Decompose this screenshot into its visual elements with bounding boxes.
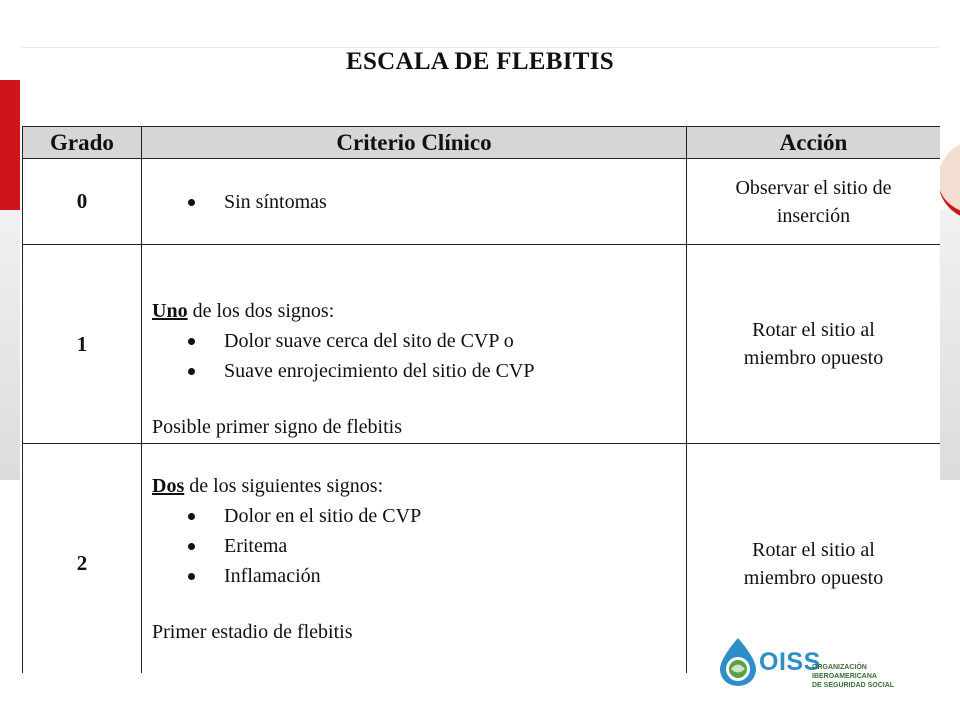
header-action: Acción — [687, 127, 941, 159]
criterion-bullet: Suave enrojecimiento del sitio de CVP — [152, 356, 686, 386]
criterion-note: Primer estadio de flebitis — [152, 621, 353, 643]
criterion-intro-text: de los siguientes signos: — [184, 475, 384, 497]
criterion-bullet: Sin síntomas — [152, 187, 686, 217]
oiss-logo-subtitle-line2: DE SEGURIDAD SOCIAL — [812, 682, 895, 689]
criterion-bullets — [152, 326, 686, 386]
criterion-bullet: Dolor en el sitio de CVP — [152, 501, 686, 531]
criterion-bullet: Inflamación — [152, 561, 686, 591]
criterion-bullets — [152, 501, 686, 591]
action-text: Rotar el sitio al miembro opuesto — [743, 319, 884, 369]
criterion-bullet: Dolor suave cerca del sito de CVP o — [152, 326, 686, 356]
oiss-logo-subtitle-line1: ORGANIZACIÓN IBEROAMERICANA — [812, 664, 877, 680]
action-text: Observar el sitio de inserción — [735, 176, 892, 227]
action-cell — [687, 245, 941, 444]
grade-value: 0 — [23, 159, 142, 245]
criterion-intro — [152, 296, 686, 326]
header-grade: Grado — [23, 127, 142, 159]
action-text: Rotar el sitio al miembro opuesto — [743, 538, 884, 589]
criterion-cell — [142, 444, 687, 674]
oiss-logo-subtitle — [812, 663, 932, 690]
header-criterion: Criterio Clínico — [142, 127, 687, 159]
slide-right-decoration — [938, 140, 960, 220]
criterion-intro-emphasis: Dos — [152, 475, 185, 497]
table-row-grade-1 — [23, 245, 941, 444]
slide-red-accent-bar — [0, 80, 22, 210]
document-title: ESCALA DE FLEBITIS — [346, 48, 614, 75]
oiss-drop-icon — [716, 636, 760, 688]
oiss-logo — [716, 636, 928, 688]
action-cell — [687, 159, 941, 245]
criterion-note: Posible primer signo de flebitis — [152, 416, 402, 438]
oiss-logo-name: OISS — [759, 648, 821, 676]
table-row-grade-0 — [23, 159, 941, 245]
criterion-intro-text: de los dos signos: — [187, 300, 335, 322]
criterion-bullets — [152, 187, 686, 217]
criterion-bullet: Eritema — [152, 531, 686, 561]
criterion-intro-emphasis: Uno — [152, 300, 188, 322]
criterion-cell — [142, 245, 687, 444]
table-header-row — [23, 127, 941, 159]
phlebitis-scale-document — [20, 47, 940, 673]
criterion-cell — [142, 159, 687, 245]
grade-value: 1 — [23, 245, 142, 444]
phlebitis-scale-table — [22, 126, 940, 673]
grade-value: 2 — [23, 444, 142, 674]
criterion-intro — [152, 471, 686, 501]
